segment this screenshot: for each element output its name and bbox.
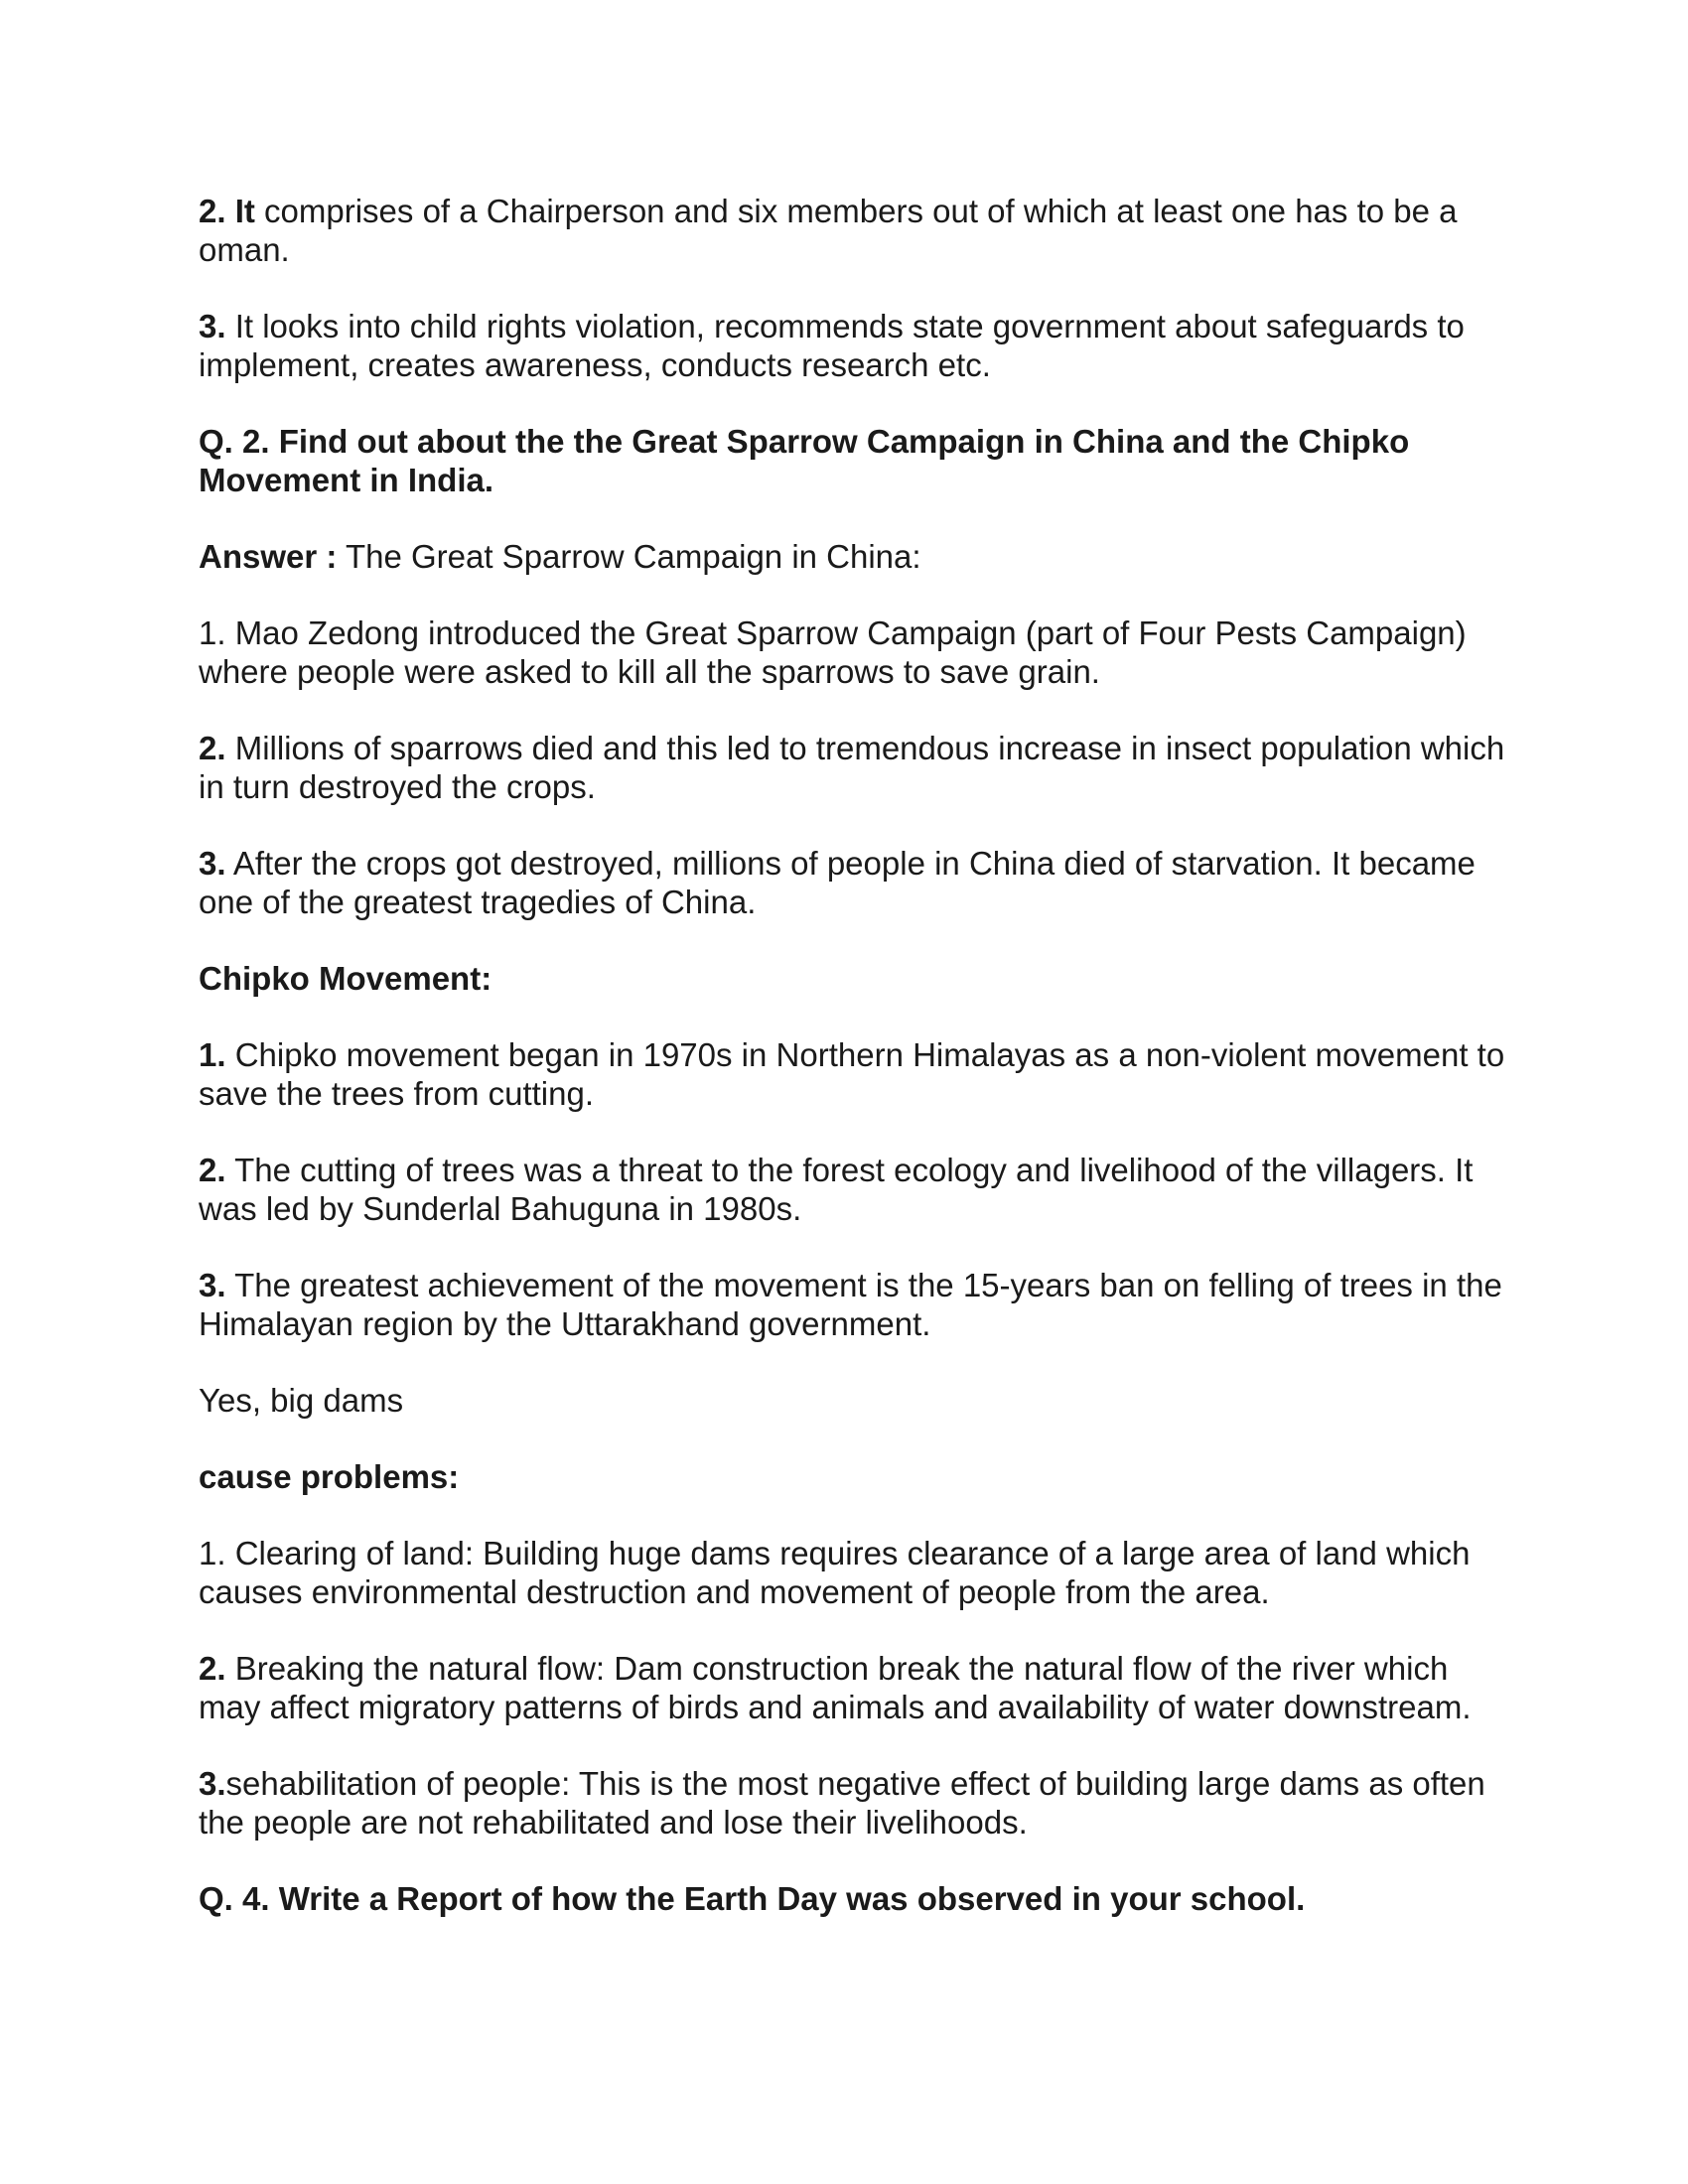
paragraph-text: 1. Clearing of land: Building huge dams requires clearance of a large area of land which causes environmental destruction and movement of people from the area. [199, 1535, 1471, 1610]
item-number: 3. [199, 1267, 226, 1303]
paragraph-sparrow-1 [199, 614, 1509, 691]
item-number: 3. [199, 845, 226, 882]
dams-problems-heading: cause problems: [199, 1458, 460, 1495]
paragraph-dams-3 [199, 1764, 1509, 1842]
paragraph-text: sehabilitation of people: This is the most negative effect of building large dams as often the people are not rehabilitated and lose their livelihoods. [199, 1765, 1485, 1841]
paragraph-commission-members [199, 192, 1509, 269]
paragraph-text: 1. Mao Zedong introduced the Great Sparrow Campaign (part of Four Pests Campaign) where people were asked to kill all the sparrows to save grain. [199, 614, 1467, 690]
paragraph-chipko-2 [199, 1151, 1509, 1228]
paragraph-text: The cutting of trees was a threat to the forest ecology and livelihood of the villagers. It was led by Sunderlal Bahuguna in 1980s. [199, 1152, 1474, 1227]
item-number: 2. [199, 1650, 226, 1687]
chipko-heading: Chipko Movement: [199, 960, 492, 997]
question-4-heading: Q. 4. Write a Report of how the Earth Day was observed in your school. [199, 1880, 1306, 1917]
paragraph-sparrow-2 [199, 729, 1509, 806]
item-number: 1. [199, 1036, 226, 1073]
answer-intro [199, 537, 1509, 576]
paragraph-text: Yes, big dams [199, 1382, 404, 1419]
paragraph-dams-1 [199, 1534, 1509, 1611]
paragraph-text: Breaking the natural flow: Dam construction break the natural flow of the river which may affect migratory patterns of birds and animals and availability of water downstream. [199, 1650, 1472, 1725]
question-2-heading: Q. 2. Find out about the the Great Sparrow Campaign in China and the Chipko Movement in India. [199, 423, 1410, 498]
paragraph-chipko-3 [199, 1266, 1509, 1343]
item-number: 2. It [199, 193, 255, 229]
paragraph-text: The Great Sparrow Campaign in China: [337, 538, 921, 575]
paragraph-text: It looks into child rights violation, recommends state government about safeguards to implement, creates awareness, conducts research etc. [199, 308, 1465, 383]
document-page [199, 192, 1509, 1956]
paragraph-commission-functions [199, 307, 1509, 384]
item-number: 3. [199, 1765, 226, 1802]
item-number: 2. [199, 730, 226, 766]
paragraph-dams-2 [199, 1649, 1509, 1726]
answer-label: Answer : [199, 538, 338, 575]
paragraph-text: Chipko movement began in 1970s in Northern Himalayas as a non-violent movement to save the trees from cutting. [199, 1036, 1505, 1112]
paragraph-text: The greatest achievement of the movement is the 15-years ban on felling of trees in the Himalayan region by the Uttarakhand government. [199, 1267, 1502, 1342]
paragraph-text: After the crops got destroyed, millions of people in China died of starvation. It became one of the greatest tragedies of China. [199, 845, 1476, 920]
paragraph-dams-intro [199, 1381, 1509, 1420]
item-number: 2. [199, 1152, 226, 1188]
paragraph-text: comprises of a Chairperson and six members out of which at least one has to be a oman. [199, 193, 1458, 268]
paragraph-chipko-1 [199, 1035, 1509, 1113]
item-number: 3. [199, 308, 226, 344]
paragraph-sparrow-3 [199, 844, 1509, 921]
paragraph-text: Millions of sparrows died and this led to tremendous increase in insect population which in turn destroyed the crops. [199, 730, 1505, 805]
